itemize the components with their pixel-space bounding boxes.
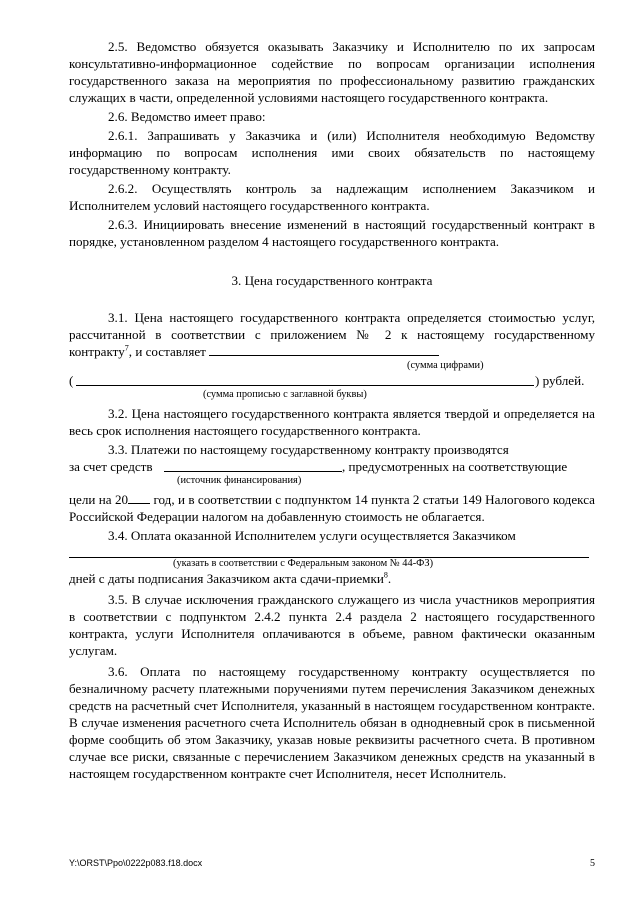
rubles-label: ) рублей. [535,373,585,388]
document-page [69,38,595,784]
p33-line3-a: цели на 20 [69,492,129,507]
paragraph-2-5: 2.5. Ведомство обязуется оказывать Заказчику и Исполнителю по их запросам консультативно-информационное содействие по вопросам организации исполнения государственного заказа на мероприятия по профессиональному развитию гражданских служащих в части, определенной условиями настоящего государственного контракта. [69,39,595,105]
footnote-ref-8: 8 [383,570,388,580]
caption-law: (указать в соответствии с Федеральным законом № 44-ФЗ) [173,558,434,569]
caption-source-row [69,475,595,487]
amount-words-blank[interactable] [76,373,534,386]
paragraph-3-5: 3.5. В случае исключения гражданского служащего из числа участников мероприятия в соответствии с подпунктом 2.4.2 пункта 2.4 раздела 2 настоящего государственного контракта, услуги Исполнителя оплачиваются в объеме, равном фактически оказанным услугам. [69,592,595,658]
caption-law-row [69,558,595,570]
paragraph-3-2: 3.2. Цена настоящего государственного контракта является твердой и определяется на весь срок исполнения настоящего государственного контракта. [69,406,595,438]
p34-line3-end: . [387,571,392,586]
amount-words-line [69,372,595,389]
p34-line3: дней с даты подписания Заказчиком акта сдачи-приемки [69,571,384,586]
caption-digits: (сумма цифрами) [407,360,484,371]
p31-text: 3.1. Цена настоящего государственного контракта определяется стоимостью услуг, рассчитанной в соответствии с приложением № 2 к настоящему государственному контракту [69,310,595,359]
p33-funding-line [69,458,595,475]
page-number: 5 [590,858,595,869]
p33-line3-b: год, и в соответствии с подпунктом 14 пункта 2 статьи 149 Налогового кодекса Российской Федерации налогом на добавленную стоимость не облагается. [69,492,595,524]
section-heading: 3. Цена государственного контракта [231,273,433,288]
paren-open: ( [69,373,74,388]
paragraph-3-3-rest [69,491,595,525]
paragraph-2-6-1: 2.6.1. Запрашивать у Заказчика и (или) Исполнителя необходимую Ведомству информацию по вопросам исполнения ими своих обязательств по настоящему государственному контракту. [69,128,595,177]
caption-source: (источник финансирования) [177,475,302,486]
p31-text-b: , и составляет [128,344,206,359]
paragraph-3-4-line1: 3.4. Оплата оказанной Исполнителем услуги осуществляется Заказчиком [108,528,516,543]
paragraph-3-6: 3.6. Оплата по настоящему государственному контракту осуществляется по безналичному расчету платежными поручениями путем перечисления Заказчиком денежных средств на расчетный счет Исполнителя, указанный в настоящем государственном контракте. В случае изменения расчетного счета Исполнитель обязан в однодневный срок в письменной форме сообщить об этом Заказчику, указав новые реквизиты расчетного счета. В противном случае все риски, связанные с перечислением Заказчиком денежных средств на указанный в настоящем государственном контракте счет Исполнителя, несет Исполнитель. [69,664,595,781]
paragraph-2-6-2: 2.6.2. Осуществлять контроль за надлежащим исполнением Заказчиком и Исполнителем условий настоящего государственного контракта. [69,181,595,213]
funding-source-blank[interactable] [164,459,342,472]
paragraph-2-6-3: 2.6.3. Инициировать внесение изменений в настоящий государственный контракт в порядке, установленном разделом 4 настоящего государственного контракта. [69,217,595,249]
p33-line2-a: за счет средств [69,459,153,474]
caption-words: (сумма прописью с заглавной буквы) [203,389,367,400]
footnote-ref-7: 7 [124,343,129,353]
paragraph-3-1 [69,309,595,360]
paragraph-3-4-line3 [69,570,595,587]
caption-digits-row [69,360,595,372]
caption-words-row [69,389,595,401]
year-blank[interactable] [128,491,150,504]
file-path: Y:\ORST\Ppo\0222p083.f18.docx [69,858,203,868]
paragraph-3-3-line1: 3.3. Платежи по настоящему государственному контракту производятся [108,442,509,457]
p33-line2-b: , предусмотренных на соответствующие [342,459,568,474]
amount-digits-blank[interactable] [209,343,439,356]
paragraph-2-6: 2.6. Ведомство имеет право: [108,109,266,124]
